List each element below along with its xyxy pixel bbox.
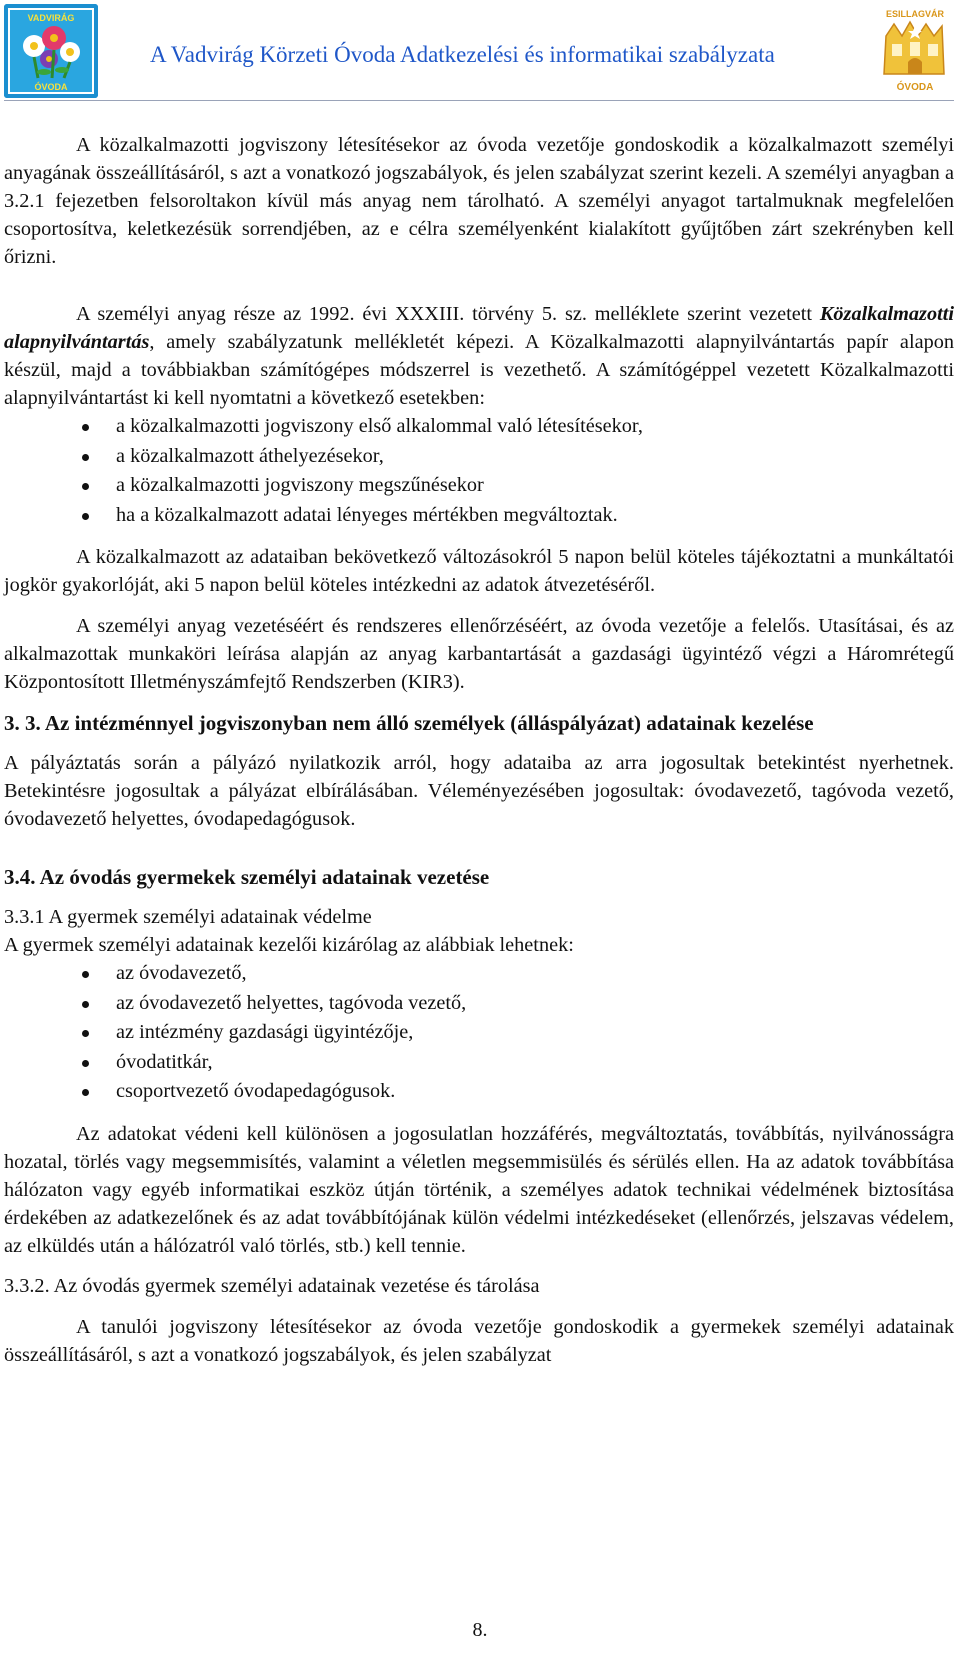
paragraph-basic-register-lead: A személyi anyag része az 1992. évi XXXIII. törvény 5. sz. melléklete szerint vezetett [76, 303, 820, 325]
list-item: a közalkalmazott áthelyezésekor, [4, 442, 954, 472]
list-item: óvodatitkár, [4, 1048, 954, 1078]
paragraph-data-handlers: A gyermek személyi adatainak kezelői kizárólag az alábbiak lehetnek: [4, 934, 574, 956]
print-cases-list [4, 412, 954, 530]
subheading-3-3-2: 3.3.2. Az óvodás gyermek személyi adatainak vezetése és tárolása [4, 1274, 540, 1297]
paragraph-basic-register-rest: , amely szabályzatunk mellékletét képezi. A Közalkalmazotti alapnyilvántartás papír alapon készül, majd a továbbiakban számítógépes módszerrel is vezethető. A számítógéppel vezetett Közalkalmazotti alapnyilvántartást ki kell nyomtatni a következő esetekben: [4, 331, 954, 409]
logo-right-top-lettering: ESILLAGVÁR [885, 9, 945, 19]
paragraph-child-records: A tanulói jogviszony létesítésekor az óvoda vezetője gondoskodik a gyermekek személyi adatainak összeállításáról, s azt a vonatkozó jogszabályok, és jelen szabályzat [4, 1315, 954, 1366]
list-item: az intézmény gazdasági ügyintézője, [4, 1018, 954, 1048]
subheading-3-3-1: 3.3.1 A gyermek személyi adatainak védelme [4, 906, 372, 928]
document-body [4, 131, 954, 1369]
vadvirag-logo-icon [4, 4, 98, 98]
header-divider [4, 100, 954, 101]
section-heading-3-4: 3.4. Az óvodás gyermekek személyi adatainak vezetése [4, 865, 490, 889]
paragraph-responsibility: A személyi anyag vezetéséért és rendszeres ellenőrzéséért, az óvoda vezetője a felelős. Utasításai, és az alkalmazottak munkaköri leírása alapján az anyag karbantartását a gazdasági ügyintéző végzi a Háromrétegű Központosított Illetményszámfejtő Rendszerben (KIR3). [4, 615, 954, 693]
data-handlers-list [4, 959, 954, 1107]
list-item: a közalkalmazotti jogviszony első alkalommal való létesítésekor, [4, 412, 954, 442]
logo-left-top-lettering: VADVIRÁG [27, 13, 75, 23]
logo-right-bottom-lettering: ÓVODA [896, 82, 934, 93]
list-item: az óvodavezető, [4, 959, 954, 989]
basic-register-term: Közalkalmazotti alapnyilvántartás [4, 303, 954, 353]
csillagvar-logo-icon [872, 4, 958, 96]
paragraph-applications: A pályáztatás során a pályázó nyilatkozik arról, hogy adataiba az arra jogosultak betekintést nyerhetnek. Betekintésre jogosultak a pályázat elbírálásában. Véleményezésében jogosultak: óvodavezető, tagóvoda vezető, óvodavezető helyettes, óvodapedagógusok. [4, 752, 954, 830]
list-item: a közalkalmazotti jogviszony megszűnésekor [4, 471, 954, 501]
list-item: ha a közalkalmazott adatai lényeges mértékben megváltoztak. [4, 501, 954, 531]
paragraph-personnel-file: A közalkalmazotti jogviszony létesítésekor az óvoda vezetője gondoskodik a közalkalmazott személyi anyagának összeállításáról, s azt a vonatkozó jogszabályok, és jelen szabályzat szerint kezeli. A személyi anyagban a 3.2.1 fejezetben felsoroltakon kívül más anyag nem tárolható. A személyi anyagot tartalmuknak megfelelően csoportosítva, keletkezésük sorrendjében, az e célra személyenként kialakított gyűjtőben zárt szekrényben kell őrizni. [4, 134, 954, 268]
list-item: csoportvezető óvodapedagógusok. [4, 1077, 954, 1107]
document-header-title: A Vadvirág Körzeti Óvoda Adatkezelési és informatikai szabályzata [150, 42, 775, 67]
page-number: 8. [472, 1619, 488, 1641]
paragraph-data-protection: Az adatokat védeni kell különösen a jogosulatlan hozzáférés, megváltoztatás, továbbítás, nyilvánosságra hozatal, törlés vagy megsemmisítés, valamint a véletlen megsemmisülés és sérülés ellen. Ha az adatok továbbítása hálózaton vagy egyéb informatikai eszköz útján történik, a személyes adatok technikai védelmének biztosítása érdekében az adatkezelőnek és az adat továbbítójának külön védelmi intézkedéseket (ellenőrzés, jelszavas védelem, az elküldés után a hálózatról való törlés, stb.) kell tennie. [4, 1122, 954, 1257]
section-title: Az intézménnyel jogviszonyban nem álló személyek (álláspályázat) adatainak kezelése [44, 711, 814, 735]
paragraph-basic-register [4, 300, 954, 412]
logo-left-bottom-lettering: ÓVODA [34, 82, 68, 92]
list-item: az óvodavezető helyettes, tagóvoda vezető, [4, 989, 954, 1019]
page-header [0, 0, 960, 102]
section-number: 3. 3. [4, 711, 45, 735]
section-heading-3-3 [4, 709, 954, 737]
paragraph-changes: A közalkalmazott az adataiban bekövetkező változásokról 5 napon belül köteles tájékoztatni a munkáltatói jogkör gyakorlóját, aki 5 napon belül köteles intézkedni az adatok átvezetéséről. [4, 546, 954, 596]
